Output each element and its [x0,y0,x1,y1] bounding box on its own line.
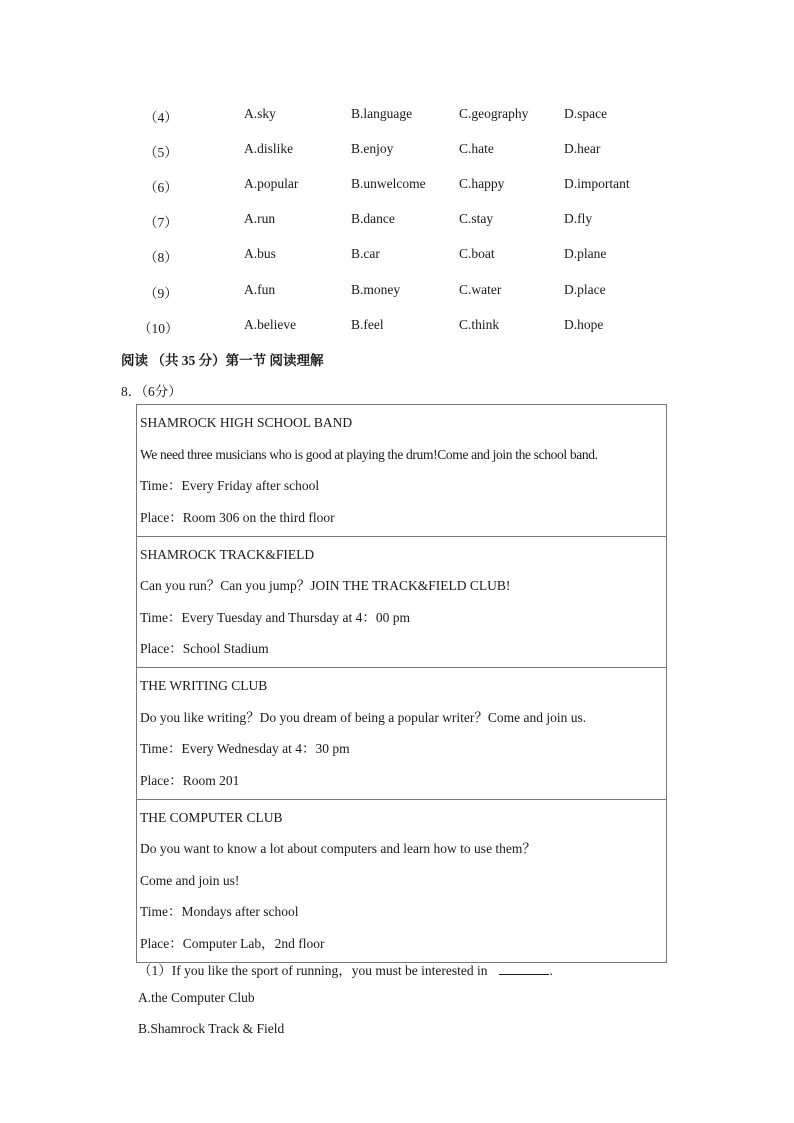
option-b: B.unwelcome [351,176,426,191]
question-header: 8．（6分） [121,384,182,399]
option-c: C.boat [459,246,495,261]
ad-title: SHAMROCK HIGH SCHOOL BAND [140,415,353,430]
ad-row [137,668,667,800]
option-row [0,317,794,337]
ad-time: Time：Every Wednesday at 4：30 pm [140,741,350,756]
answer-blank [499,962,549,975]
ad-row [137,799,667,962]
ad-title: SHAMROCK TRACK&FIELD [140,546,315,562]
ad-title: THE COMPUTER CLUB [140,809,283,825]
option-b: B.car [351,246,380,261]
question-1-option-b: B.Shamrock Track & Field [138,1021,285,1036]
option-row [0,106,794,126]
option-d: D.place [564,282,606,297]
option-a: A.believe [244,317,297,332]
option-d: D.hear [564,141,601,156]
option-a: A.run [244,211,276,226]
ad-text: Do you want to know a lot about computers and learn how to use them？ [140,841,536,856]
question-1-period: . [549,963,553,978]
ad-time: Time：Every Friday after school [140,478,320,493]
question-number: （10） [138,321,179,336]
ad-text: Do you like writing？Do you dream of being a popular writer？Come and join us. [140,709,587,725]
option-b: B.feel [351,317,384,332]
option-a: A.sky [244,106,276,121]
ad-band [137,405,667,537]
ads-table [136,404,667,963]
ad-title: THE WRITING CLUB [140,678,268,693]
option-a: A.dislike [244,141,294,156]
question-number: （7） [144,215,178,230]
question-1-option-a: A.the Computer Club [138,990,255,1005]
ad-text: We need three musicians who is good at playing the drum!Come and join the school band. [140,446,598,462]
option-row [0,211,794,231]
option-a: A.bus [244,246,276,261]
option-d: D.plane [564,246,607,261]
section-title: 阅读 （共 35 分）第一节 阅读理解 [121,353,324,368]
ad-place: Place：Computer Lab，2nd floor [140,935,325,951]
question-number: （4） [144,110,178,125]
option-row [0,246,794,266]
option-c: C.happy [459,176,505,191]
question-1-text: （1）If you like the sport of running，you must be interested in [138,963,488,978]
ad-time: Time：Mondays after school [140,904,299,919]
option-a: A.fun [244,282,276,297]
option-c: C.water [459,282,502,297]
option-d: D.important [564,176,630,191]
option-b: B.dance [351,211,395,226]
question-1-stem [138,959,553,979]
option-c: C.hate [459,141,494,156]
option-c: C.think [459,317,500,332]
question-number: （9） [144,286,178,301]
option-d: D.hope [564,317,604,332]
option-b: B.money [351,282,401,297]
ad-track-field [137,536,667,668]
ad-place: Place：Room 306 on the third floor [140,509,335,525]
option-b: B.language [351,106,413,121]
option-d: D.space [564,106,608,121]
option-d: D.fly [564,211,593,226]
option-c: C.stay [459,211,494,226]
question-number: （6） [144,180,178,195]
question-number: （5） [144,145,178,160]
option-row [0,141,794,161]
ad-row [137,536,667,668]
option-b: B.enjoy [351,141,394,156]
ad-writing [137,668,667,800]
option-row [0,176,794,196]
ad-computer [137,799,667,962]
ad-place: Place：School Stadium [140,641,269,656]
question-number: （8） [144,250,178,265]
ad-text: Come and join us! [140,872,240,888]
option-c: C.geography [459,106,529,121]
option-a: A.popular [244,176,299,191]
ad-text: Can you run？Can you jump？JOIN THE TRACK&FIELD CLUB! [140,578,511,593]
ad-time: Time：Every Tuesday and Thursday at 4：00 pm [140,609,410,625]
option-row [0,282,794,302]
ad-row [137,405,667,537]
ad-place: Place：Room 201 [140,772,240,788]
